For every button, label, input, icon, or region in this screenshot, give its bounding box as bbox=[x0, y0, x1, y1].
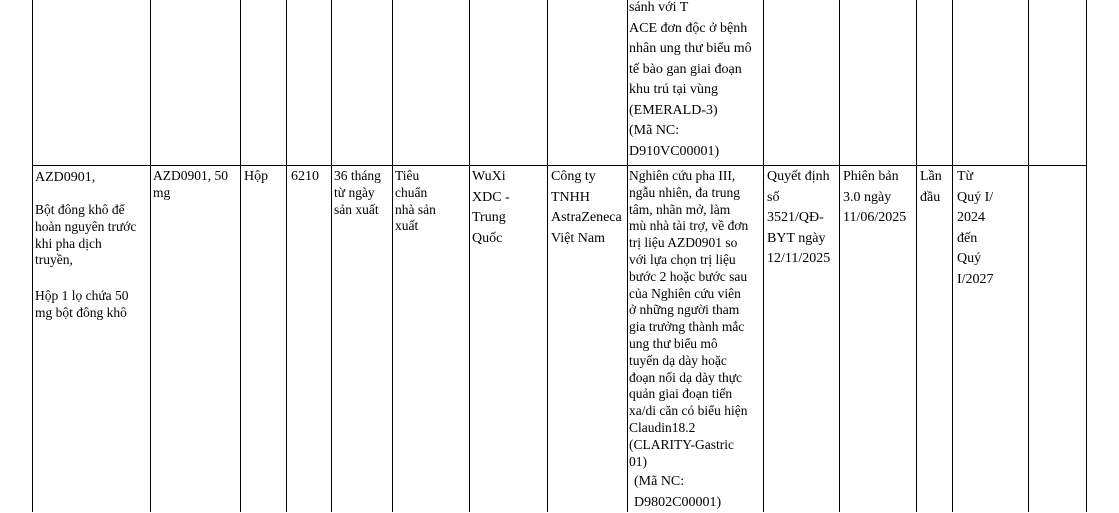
study-description-cell: Nghiên cứu pha III, ngẫu nhiên, đa trung tâm, nhãn mở, làm mù nhà tài trợ, về đơn trị liệu AZD0901 so với lựa chọn trị liệu bước 2 hoặc bước sau của Nghiên cứu viên ở những người tham gia trưởng thành mắc ung thư biểu mô tuyến dạ dày hoặc đoạn nối dạ dày thực quản giai đoạn tiến xa/di căn có biểu hiện Claudin18.2 (CLARITY-Gastric 01) bbox=[629, 168, 749, 469]
company-cell: Công ty TNHH AstraZeneca Việt Nam bbox=[551, 169, 622, 246]
grid-line bbox=[469, 0, 470, 512]
grid-line bbox=[627, 0, 628, 512]
shelf-life-cell: 36 tháng từ ngày sản xuất bbox=[334, 168, 381, 217]
grid-line bbox=[1028, 0, 1029, 512]
study-code-cell: (Mã NC: D9802C00001) bbox=[634, 474, 722, 510]
row-divider bbox=[32, 165, 1087, 166]
grid-line bbox=[547, 0, 548, 512]
product-description: Bột đông khô để hoàn nguyên trước khi pha dịch truyền, bbox=[35, 202, 137, 268]
product-packaging: Hộp 1 lọ chứa 50 mg bột đông khô bbox=[35, 288, 129, 320]
code-strength-cell: AZD0901, 50 mg bbox=[153, 168, 228, 200]
standard-cell: Tiêu chuẩn nhà sản xuất bbox=[395, 168, 436, 234]
unit-cell: Hộp bbox=[244, 169, 269, 184]
grid-line bbox=[839, 0, 840, 512]
study-continued-text: sánh với T ACE đơn độc ở bệnh nhân ung thư biểu mô tế bào gan giai đoạn khu trú tại vùng (EMERALD-3) (Mã NC: D910VC00001) bbox=[629, 0, 752, 159]
grid-line bbox=[916, 0, 917, 512]
quantity-cell: 6210 bbox=[291, 169, 319, 184]
grid-line bbox=[392, 0, 393, 512]
grid-line bbox=[150, 0, 151, 512]
grid-line bbox=[32, 0, 33, 512]
version-cell: Phiên bản 3.0 ngày 11/06/2025 bbox=[843, 169, 907, 225]
grid-line bbox=[286, 0, 287, 512]
grid-line bbox=[331, 0, 332, 512]
import-time-cell: Lần đầu bbox=[920, 169, 942, 205]
grid-line bbox=[1086, 0, 1087, 512]
grid-line bbox=[952, 0, 953, 512]
manufacturer-cell: WuXi XDC - Trung Quốc bbox=[472, 169, 510, 246]
grid-line bbox=[240, 0, 241, 512]
product-name: AZD0901, bbox=[35, 170, 96, 185]
period-cell: Từ Quý I/ 2024 đến Quý I/2027 bbox=[957, 169, 994, 287]
decision-cell: Quyết định số 3521/QĐ- BYT ngày 12/11/2025 bbox=[767, 169, 831, 266]
